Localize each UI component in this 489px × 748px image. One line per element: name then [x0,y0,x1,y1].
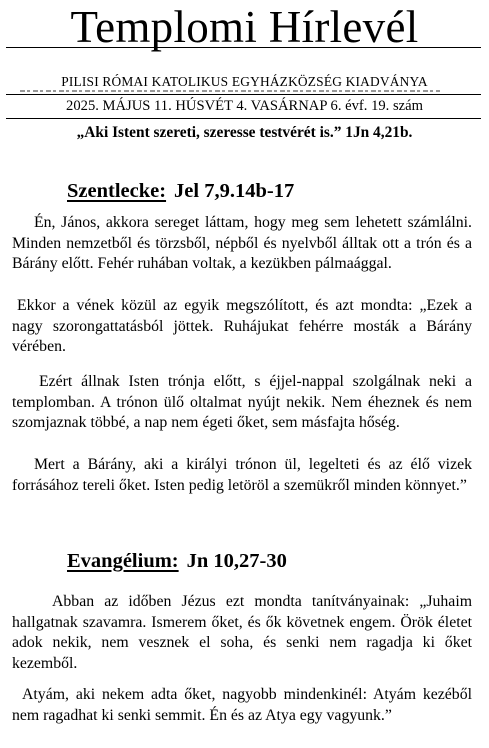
gospel-heading [67,549,287,573]
reading-heading-reference: Jel 7,9.14b-17 [174,180,295,202]
masthead-title: Templomi Hírlevél [70,2,419,52]
dateline: 2025. MÁJUS 11. HÚSVÉT 4. VASÁRNAP 6. évf. 19. szám [66,98,423,114]
gospel-paragraph-1: Abban az időben Jézus ezt mondta tanítványainak: „Juhaim hallgatnak szavamra. Ismerem őket, és ők követnek engem. Örök életet adok nekik, nem vesznek el soha, és senki nem ragadja ki őket kezemből. [12,593,472,672]
reading-paragraph-2: Ekkor a vének közül az egyik megszólított, és azt mondta: „Ezek a nagy szorongattatásból jöttek. Ruhájukat fehérre mosták a Bárány vérében. [12,297,472,356]
gospel-heading-reference: Jn 10,27-30 [186,550,287,572]
reading-paragraph-1: Én, János, akkora sereget láttam, hogy meg sem lehetett számlálni. Minden nemzetből és törzsből, népből és nyelvből álltak ott a trón és a Bárány előtt. Fehér ruhában voltak, a kezükben pálmaággal. [12,214,472,273]
publisher-line: PILISI RÓMAI KATOLIKUS EGYHÁZKÖZSÉG KIADVÁNYA [61,74,428,89]
cut-off-text-line [20,89,440,93]
rule-above-dateline [6,94,481,95]
gospel-paragraph-2: Atyám, aki nekem adta őket, nagyobb mindenkinél: Atyám kezéből nem ragadhat ki senki semmit. Én és az Atya egy vagyunk.” [12,686,472,724]
motto: „Aki Istent szereti, szeresse testvérét is.” 1Jn 4,21b. [76,124,413,141]
reading-paragraph-3: Ezért állnak Isten trónja előtt, s éjjel-nappal szolgálnak neki a templomban. A trónon ülő oltalmat nyújt nekik. Nem éheznek és nem szomjaznak többé, a nap nem égeti őket, sem másfajta hőség. [12,373,472,432]
gospel-heading-title: Evangélium: [67,550,179,572]
masthead-rule [6,47,481,48]
reading-heading [67,179,294,203]
rule-below-dateline [6,118,481,119]
reading-heading-title: Szentlecke: [67,180,167,202]
reading-paragraph-4: Mert a Bárány, aki a királyi trónon ül, legelteti és az élő vizek forrásához tereli őket. Isten pedig letöröl a szemükről minden könnyet.” [12,456,472,494]
